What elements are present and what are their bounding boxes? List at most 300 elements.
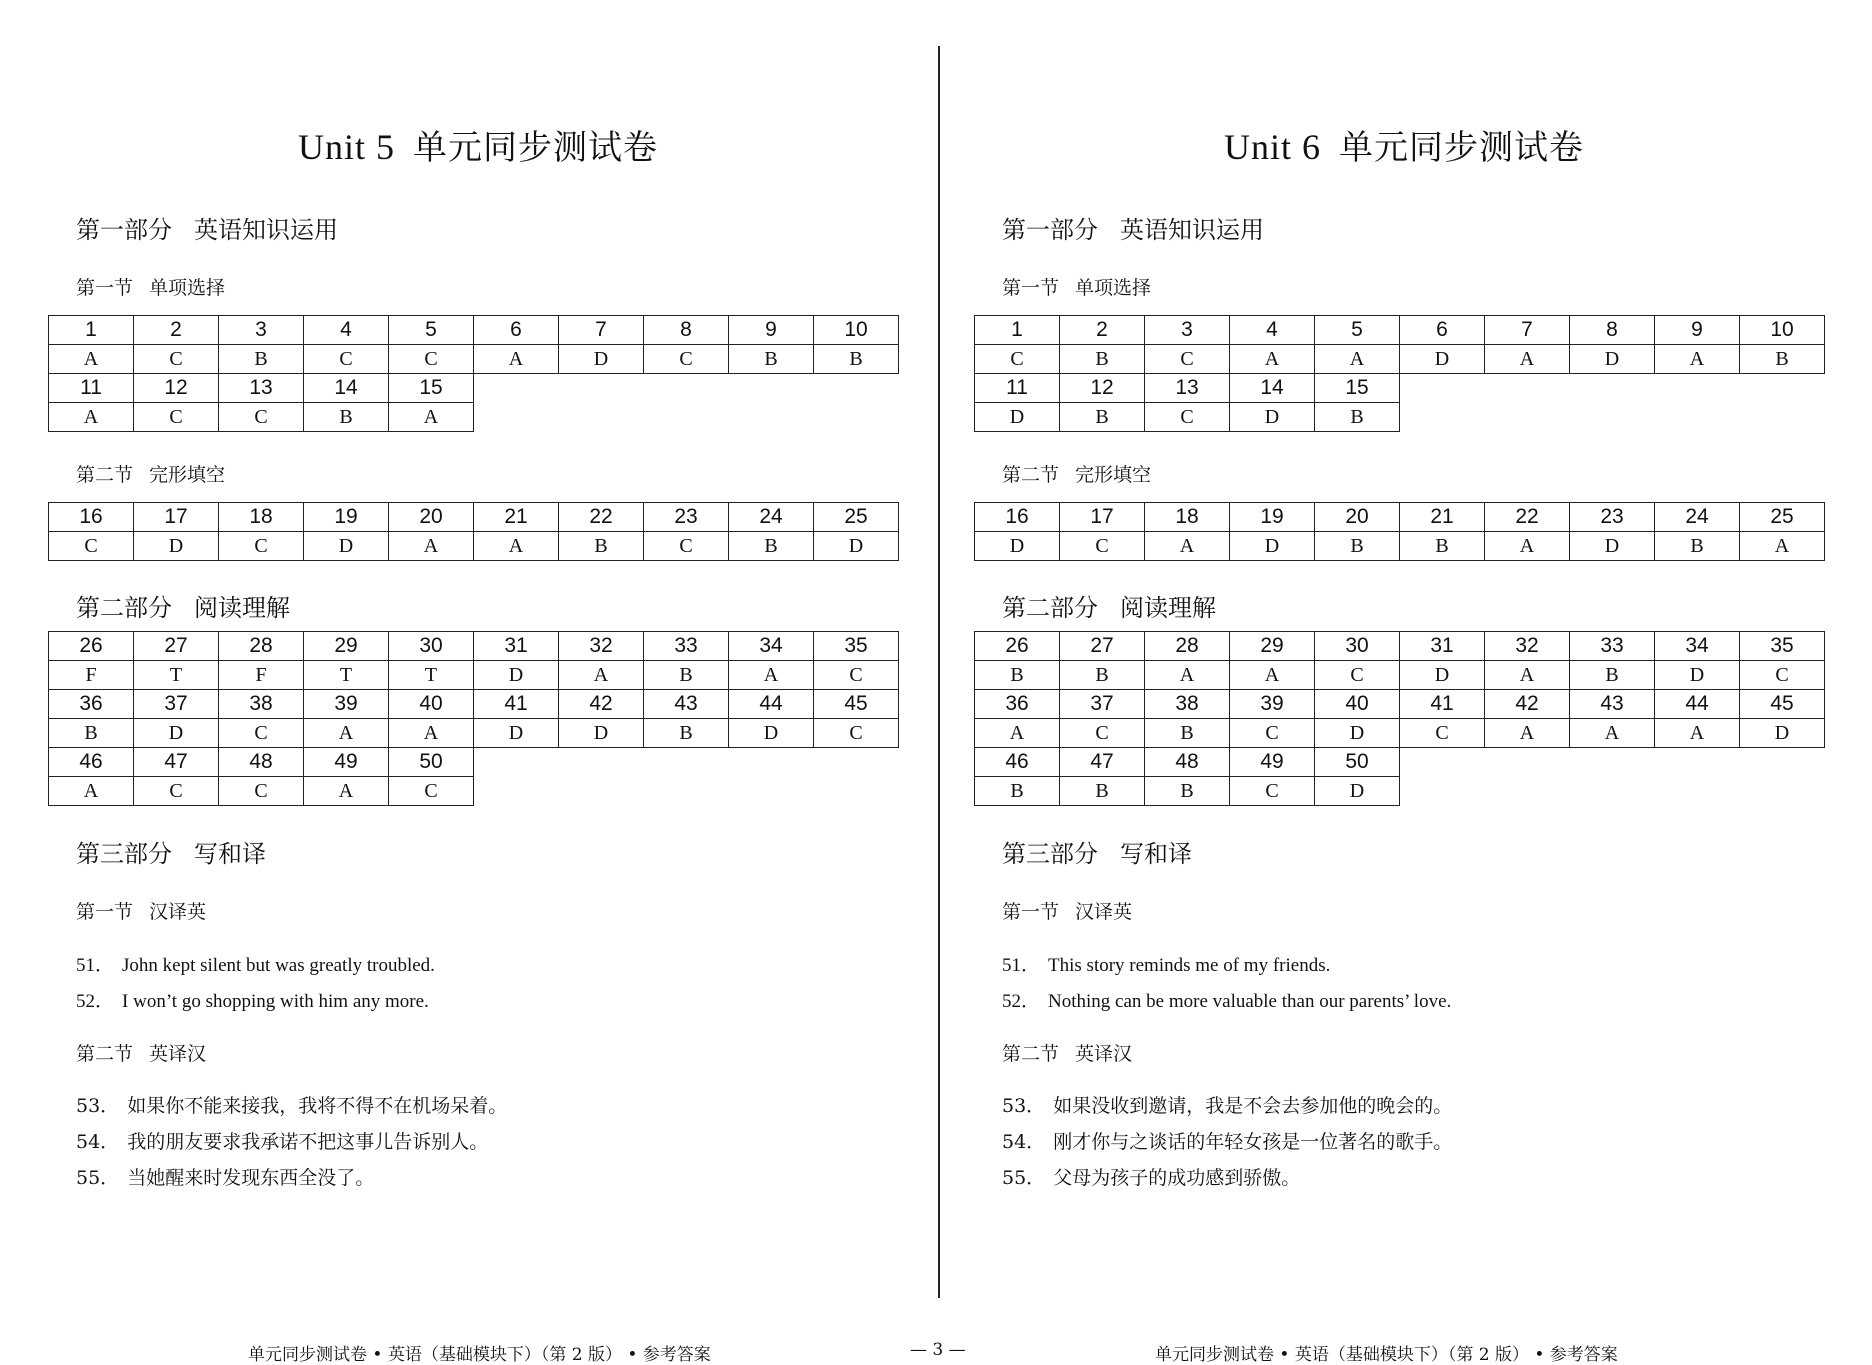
empty-cell: [1485, 374, 1570, 403]
item-number: 53．: [76, 1095, 120, 1117]
answer-cell: B: [219, 345, 304, 374]
empty-cell: [1400, 777, 1485, 806]
question-number-cell: 9: [729, 316, 814, 345]
table-row: [975, 748, 1825, 777]
section-name: 单项选择: [149, 277, 226, 299]
answer-cell: D: [1655, 661, 1740, 690]
question-number-cell: 41: [1400, 690, 1485, 719]
answer-cell: D: [134, 719, 219, 748]
answer-cell: D: [1400, 661, 1485, 690]
empty-cell: [814, 777, 899, 806]
section-1-heading: [1002, 273, 1151, 300]
answer-cell: C: [219, 403, 304, 432]
question-number-cell: 39: [1230, 690, 1315, 719]
empty-cell: [729, 374, 814, 403]
question-number-cell: 43: [644, 690, 729, 719]
empty-cell: [1740, 374, 1825, 403]
answer-cell: T: [304, 661, 389, 690]
question-number-cell: 14: [1230, 374, 1315, 403]
item-text: 父母为孩子的成功感到骄傲。: [1053, 1167, 1301, 1189]
question-number-cell: 30: [1315, 632, 1400, 661]
question-number-cell: 19: [1230, 503, 1315, 532]
unit-subtitle: 单元同步测试卷: [1339, 128, 1584, 168]
footer-right: 单元同步测试卷 • 英语（基础模块下）（第 2 版） • 参考答案: [1155, 1345, 1618, 1365]
answer-cell: A: [1740, 532, 1825, 561]
question-number-cell: 48: [1145, 748, 1230, 777]
answer-cell: C: [134, 345, 219, 374]
answer-cell: C: [389, 345, 474, 374]
question-number-cell: 46: [49, 748, 134, 777]
section-name: 英译汉: [149, 1043, 207, 1065]
question-number-cell: 22: [559, 503, 644, 532]
question-number-cell: 20: [1315, 503, 1400, 532]
question-number-cell: 4: [1230, 316, 1315, 345]
question-number-cell: 12: [134, 374, 219, 403]
section-name: 汉译英: [1075, 901, 1133, 923]
question-number-cell: 29: [1230, 632, 1315, 661]
question-number-cell: 36: [975, 690, 1060, 719]
item-text: 刚才你与之谈话的年轻女孩是一位著名的歌手。: [1053, 1131, 1453, 1153]
item-text: 当她醒来时发现东西全没了。: [127, 1167, 375, 1189]
answer-cell: B: [1400, 532, 1485, 561]
empty-cell: [559, 403, 644, 432]
item-text: 我的朋友要求我承诺不把这事儿告诉别人。: [127, 1131, 489, 1153]
question-number-cell: 22: [1485, 503, 1570, 532]
question-number-cell: 2: [1060, 316, 1145, 345]
question-number-cell: 9: [1655, 316, 1740, 345]
empty-cell: [729, 403, 814, 432]
question-number-cell: 1: [49, 316, 134, 345]
part-number: 第一部分: [76, 216, 172, 244]
answer-cell: B: [729, 532, 814, 561]
question-number-cell: 30: [389, 632, 474, 661]
question-number-cell: 37: [134, 690, 219, 719]
section-2-heading: [1002, 460, 1151, 487]
part-3-heading: [76, 834, 266, 869]
answer-cell: D: [814, 532, 899, 561]
question-number-cell: 19: [304, 503, 389, 532]
answer-cell: A: [389, 532, 474, 561]
table-row: [49, 403, 899, 432]
answer-51: [1002, 950, 1330, 977]
empty-cell: [474, 403, 559, 432]
answer-cell: D: [474, 719, 559, 748]
answer-cell: B: [1740, 345, 1825, 374]
question-number-cell: 42: [1485, 690, 1570, 719]
answer-cell: B: [1060, 403, 1145, 432]
question-number-cell: 48: [219, 748, 304, 777]
answer-cell: T: [389, 661, 474, 690]
empty-cell: [1740, 403, 1825, 432]
table-row: [49, 532, 899, 561]
unit-title: [48, 120, 908, 169]
answer-cell: B: [1570, 661, 1655, 690]
question-number-cell: 49: [304, 748, 389, 777]
question-number-cell: 12: [1060, 374, 1145, 403]
unit-title: [974, 120, 1834, 169]
question-number-cell: 17: [1060, 503, 1145, 532]
answer-54: [1002, 1127, 1452, 1154]
table-row: [975, 374, 1825, 403]
answer-cell: C: [814, 719, 899, 748]
answer-cell: D: [975, 532, 1060, 561]
empty-cell: [1655, 374, 1740, 403]
question-number-cell: 40: [1315, 690, 1400, 719]
answer-cell: B: [304, 403, 389, 432]
answer-55: [76, 1163, 374, 1190]
part-name: 英语知识运用: [194, 216, 338, 244]
section-name: 完形填空: [149, 464, 226, 486]
part-name: 阅读理解: [194, 594, 290, 622]
question-number-cell: 21: [1400, 503, 1485, 532]
answer-cell: C: [134, 777, 219, 806]
question-number-cell: 35: [814, 632, 899, 661]
answer-cell: F: [219, 661, 304, 690]
answer-52: [1002, 986, 1451, 1013]
answer-cell: C: [1740, 661, 1825, 690]
part-2-heading: [76, 588, 290, 623]
answer-table-cloze: [48, 502, 899, 561]
answer-cell: A: [1230, 661, 1315, 690]
empty-cell: [1570, 403, 1655, 432]
question-number-cell: 8: [644, 316, 729, 345]
question-number-cell: 34: [1655, 632, 1740, 661]
table-row: [975, 532, 1825, 561]
footer-left: 单元同步测试卷 • 英语（基础模块下）（第 2 版） • 参考答案: [248, 1345, 711, 1365]
empty-cell: [559, 374, 644, 403]
table-row: [975, 777, 1825, 806]
question-number-cell: 10: [814, 316, 899, 345]
part-number: 第二部分: [1002, 594, 1098, 622]
empty-cell: [1570, 374, 1655, 403]
table-row: [975, 719, 1825, 748]
section-number: 第二节: [1002, 1043, 1060, 1065]
question-number-cell: 15: [1315, 374, 1400, 403]
question-number-cell: 28: [219, 632, 304, 661]
item-text: This story reminds me of my friends.: [1048, 955, 1331, 976]
question-number-cell: 49: [1230, 748, 1315, 777]
empty-cell: [1485, 777, 1570, 806]
answer-cell: C: [219, 532, 304, 561]
question-number-cell: 16: [975, 503, 1060, 532]
question-number-cell: 44: [1655, 690, 1740, 719]
answer-table-reading: [48, 631, 899, 806]
answer-cell: D: [975, 403, 1060, 432]
answer-cell: C: [49, 532, 134, 561]
item-number: 51．: [76, 955, 115, 976]
empty-cell: [644, 777, 729, 806]
question-number-cell: 39: [304, 690, 389, 719]
question-number-cell: 16: [49, 503, 134, 532]
answer-cell: B: [1060, 661, 1145, 690]
question-number-cell: 26: [49, 632, 134, 661]
section-number: 第一节: [76, 901, 134, 923]
question-number-cell: 41: [474, 690, 559, 719]
answer-cell: B: [1315, 532, 1400, 561]
question-number-cell: 50: [389, 748, 474, 777]
answer-cell: C: [1145, 345, 1230, 374]
answer-cell: A: [1145, 661, 1230, 690]
answer-key-unit-5: [48, 0, 908, 1300]
answer-cell: A: [1485, 719, 1570, 748]
answer-cell: D: [1315, 719, 1400, 748]
answer-cell: A: [1315, 345, 1400, 374]
item-text: I won’t go shopping with him any more.: [122, 991, 429, 1012]
empty-cell: [1740, 777, 1825, 806]
part-name: 写和译: [1120, 840, 1192, 868]
empty-cell: [474, 374, 559, 403]
answer-cell: C: [1060, 532, 1145, 561]
answer-cell: D: [1570, 345, 1655, 374]
question-number-cell: 31: [474, 632, 559, 661]
question-number-cell: 18: [1145, 503, 1230, 532]
answer-cell: T: [134, 661, 219, 690]
question-number-cell: 6: [1400, 316, 1485, 345]
answer-cell: B: [1145, 719, 1230, 748]
question-number-cell: 11: [49, 374, 134, 403]
answer-cell: A: [1485, 345, 1570, 374]
section-number: 第二节: [1002, 464, 1060, 486]
question-number-cell: 2: [134, 316, 219, 345]
answer-cell: B: [49, 719, 134, 748]
answer-cell: C: [644, 532, 729, 561]
item-text: 如果你不能来接我，我将不得不在机场呆着。: [127, 1095, 508, 1117]
answer-cell: C: [644, 345, 729, 374]
empty-cell: [814, 403, 899, 432]
empty-cell: [559, 777, 644, 806]
part-name: 写和译: [194, 840, 266, 868]
answer-cell: A: [1570, 719, 1655, 748]
table-row: [49, 661, 899, 690]
answer-cell: A: [389, 403, 474, 432]
question-number-cell: 26: [975, 632, 1060, 661]
item-text: Nothing can be more valuable than our parents’ love.: [1048, 991, 1452, 1012]
empty-cell: [644, 403, 729, 432]
section-number: 第一节: [76, 277, 134, 299]
empty-cell: [1655, 403, 1740, 432]
answer-cell: A: [49, 777, 134, 806]
answer-cell: C: [1400, 719, 1485, 748]
empty-cell: [729, 748, 814, 777]
section-1-heading: [76, 897, 206, 924]
question-number-cell: 25: [814, 503, 899, 532]
question-number-cell: 28: [1145, 632, 1230, 661]
section-1-heading: [76, 273, 225, 300]
empty-cell: [1570, 777, 1655, 806]
table-row: [49, 503, 899, 532]
table-row: [49, 316, 899, 345]
answer-cell: B: [729, 345, 814, 374]
question-number-cell: 42: [559, 690, 644, 719]
empty-cell: [1570, 748, 1655, 777]
answer-cell: B: [975, 661, 1060, 690]
answer-cell: D: [1740, 719, 1825, 748]
part-number: 第三部分: [1002, 840, 1098, 868]
part-number: 第三部分: [76, 840, 172, 868]
answer-53: [76, 1091, 507, 1118]
question-number-cell: 15: [389, 374, 474, 403]
question-number-cell: 3: [1145, 316, 1230, 345]
page-number: — 3 —: [910, 1340, 966, 1360]
answer-cell: D: [134, 532, 219, 561]
question-number-cell: 23: [644, 503, 729, 532]
empty-cell: [814, 374, 899, 403]
section-2-heading: [76, 1039, 206, 1066]
question-number-cell: 6: [474, 316, 559, 345]
question-number-cell: 32: [559, 632, 644, 661]
answer-cell: A: [304, 719, 389, 748]
answer-53: [1002, 1091, 1452, 1118]
item-text: 如果没收到邀请，我是不会去参加他的晚会的。: [1053, 1095, 1453, 1117]
empty-cell: [1485, 748, 1570, 777]
unit-label: Unit 5: [297, 127, 395, 167]
answer-cell: B: [644, 719, 729, 748]
section-number: 第二节: [76, 1043, 134, 1065]
part-1-heading: [1002, 210, 1264, 245]
question-number-cell: 24: [1655, 503, 1740, 532]
answer-cell: A: [389, 719, 474, 748]
section-1-heading: [1002, 897, 1132, 924]
section-name: 单项选择: [1075, 277, 1152, 299]
answer-cell: C: [975, 345, 1060, 374]
question-number-cell: 4: [304, 316, 389, 345]
question-number-cell: 10: [1740, 316, 1825, 345]
question-number-cell: 7: [1485, 316, 1570, 345]
question-number-cell: 36: [49, 690, 134, 719]
empty-cell: [474, 748, 559, 777]
item-number: 52．: [76, 991, 115, 1012]
section-2-heading: [1002, 1039, 1132, 1066]
answer-cell: D: [304, 532, 389, 561]
table-row: [49, 777, 899, 806]
table-row: [975, 503, 1825, 532]
item-number: 53．: [1002, 1095, 1046, 1117]
table-row: [975, 316, 1825, 345]
answer-cell: A: [975, 719, 1060, 748]
question-number-cell: 14: [304, 374, 389, 403]
question-number-cell: 25: [1740, 503, 1825, 532]
question-number-cell: 33: [1570, 632, 1655, 661]
question-number-cell: 3: [219, 316, 304, 345]
answer-table-cloze: [974, 502, 1825, 561]
answer-cell: C: [1060, 719, 1145, 748]
answer-cell: D: [729, 719, 814, 748]
question-number-cell: 47: [1060, 748, 1145, 777]
part-2-heading: [1002, 588, 1216, 623]
answer-cell: B: [1060, 777, 1145, 806]
item-number: 55．: [76, 1167, 120, 1189]
empty-cell: [1655, 748, 1740, 777]
question-number-cell: 46: [975, 748, 1060, 777]
item-number: 54．: [76, 1131, 120, 1153]
question-number-cell: 13: [219, 374, 304, 403]
question-number-cell: 37: [1060, 690, 1145, 719]
section-2-heading: [76, 460, 225, 487]
answer-cell: A: [559, 661, 644, 690]
section-number: 第一节: [1002, 277, 1060, 299]
empty-cell: [644, 374, 729, 403]
answer-table-single-choice: [48, 315, 899, 432]
answer-cell: C: [1145, 403, 1230, 432]
question-number-cell: 38: [1145, 690, 1230, 719]
question-number-cell: 7: [559, 316, 644, 345]
part-3-heading: [1002, 834, 1192, 869]
answer-cell: B: [814, 345, 899, 374]
empty-cell: [1655, 777, 1740, 806]
part-number: 第一部分: [1002, 216, 1098, 244]
answer-cell: B: [975, 777, 1060, 806]
part-name: 阅读理解: [1120, 594, 1216, 622]
unit-label: Unit 6: [1223, 127, 1321, 167]
item-number: 55．: [1002, 1167, 1046, 1189]
part-1-heading: [76, 210, 338, 245]
question-number-cell: 44: [729, 690, 814, 719]
empty-cell: [644, 748, 729, 777]
question-number-cell: 45: [1740, 690, 1825, 719]
question-number-cell: 38: [219, 690, 304, 719]
answer-cell: B: [1060, 345, 1145, 374]
answer-cell: A: [1230, 345, 1315, 374]
table-row: [975, 403, 1825, 432]
answer-cell: C: [219, 777, 304, 806]
section-number: 第一节: [1002, 901, 1060, 923]
question-number-cell: 23: [1570, 503, 1655, 532]
answer-cell: F: [49, 661, 134, 690]
question-number-cell: 18: [219, 503, 304, 532]
answer-cell: C: [389, 777, 474, 806]
question-number-cell: 21: [474, 503, 559, 532]
empty-cell: [559, 748, 644, 777]
question-number-cell: 1: [975, 316, 1060, 345]
answer-cell: A: [49, 403, 134, 432]
question-number-cell: 8: [1570, 316, 1655, 345]
question-number-cell: 5: [389, 316, 474, 345]
table-row: [49, 748, 899, 777]
answer-cell: D: [1570, 532, 1655, 561]
answer-cell: A: [474, 532, 559, 561]
answer-cell: B: [1145, 777, 1230, 806]
section-name: 汉译英: [149, 901, 207, 923]
answer-cell: B: [1315, 403, 1400, 432]
question-number-cell: 5: [1315, 316, 1400, 345]
answer-cell: A: [1655, 719, 1740, 748]
question-number-cell: 43: [1570, 690, 1655, 719]
empty-cell: [814, 748, 899, 777]
part-number: 第二部分: [76, 594, 172, 622]
question-number-cell: 20: [389, 503, 474, 532]
empty-cell: [1400, 403, 1485, 432]
table-row: [49, 719, 899, 748]
question-number-cell: 50: [1315, 748, 1400, 777]
answer-cell: D: [1315, 777, 1400, 806]
question-number-cell: 11: [975, 374, 1060, 403]
empty-cell: [1400, 374, 1485, 403]
answer-cell: A: [1655, 345, 1740, 374]
empty-cell: [1485, 403, 1570, 432]
answer-54: [76, 1127, 488, 1154]
answer-table-reading: [974, 631, 1825, 806]
answer-cell: B: [559, 532, 644, 561]
empty-cell: [1740, 748, 1825, 777]
empty-cell: [1400, 748, 1485, 777]
question-number-cell: 34: [729, 632, 814, 661]
question-number-cell: 31: [1400, 632, 1485, 661]
part-name: 英语知识运用: [1120, 216, 1264, 244]
answer-cell: D: [1230, 403, 1315, 432]
answer-cell: A: [729, 661, 814, 690]
item-number: 52．: [1002, 991, 1041, 1012]
table-row: [49, 374, 899, 403]
